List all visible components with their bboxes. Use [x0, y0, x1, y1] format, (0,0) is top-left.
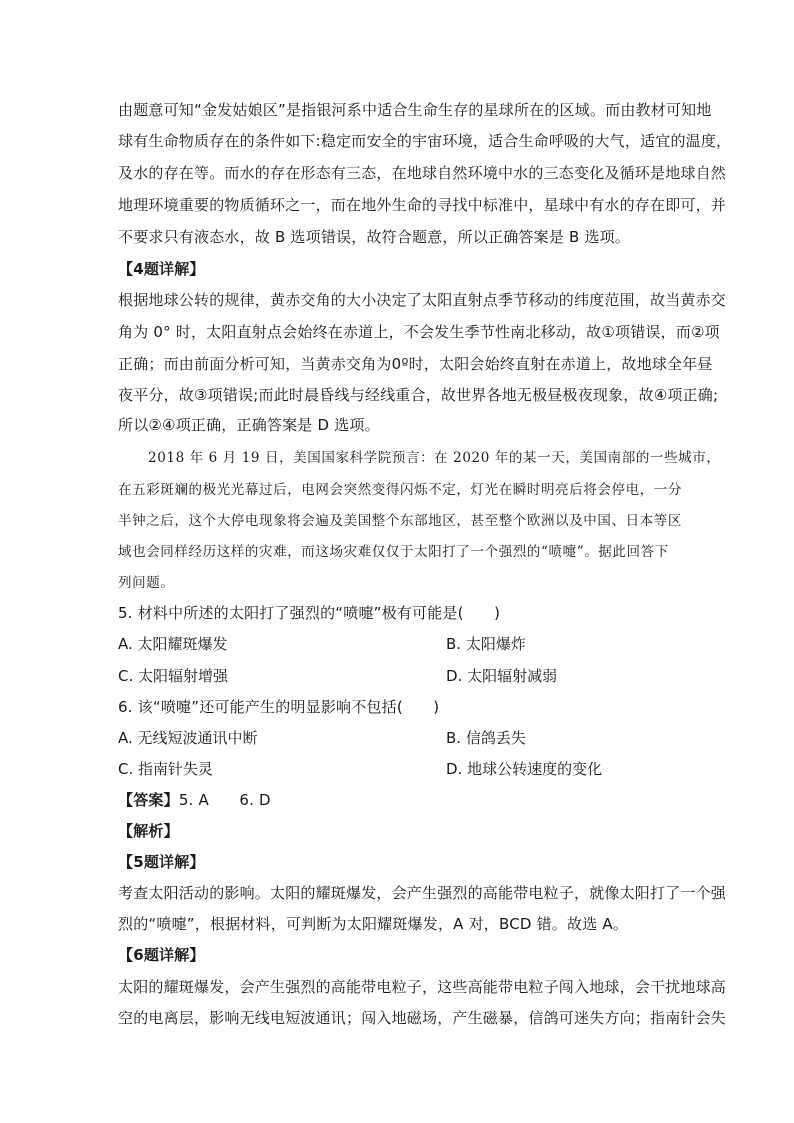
material-line-2: 在五彩斑斓的极光光幕过后，电网会突然变得闪烁不定，灯光在瞬时明亮后将会停电，一分 [118, 482, 682, 498]
para1-line-5: 不要求只有液态水，故 B 选项错误，故符合题意，所以正确答案是 B 选项。 [118, 228, 631, 246]
para1-line-1: 由题意可知“金发姑娘区”是指银河系中适合生命生存的星球所在的区域。而由教材可知地 [118, 101, 712, 119]
para2-line-3: 正确；而由前面分析可知，当黄赤交角为0º时，太阳会始终直射在赤道上，故地球全年昼 [118, 355, 713, 373]
para1-line-3: 及水的存在等。而水的存在形态有三态，在地球自然环境中水的三态变化及循环是地球自然 [118, 164, 727, 182]
q5-option-c: C. 太阳辐射增强 [118, 667, 229, 685]
q6-heading: 【6题详解】 [118, 946, 205, 964]
q6-option-a: A. 无线短波通讯中断 [118, 729, 258, 747]
para1-line-4: 地理环境重要的物质循环之一，而在地外生命的寻找中标准中，星球中有水的存在即可，并 [118, 196, 727, 214]
q5-option-a: A. 太阳耀斑爆发 [118, 635, 228, 653]
q5-option-d: D. 太阳辐射减弱 [446, 667, 558, 685]
q4-heading: 【4题详解】 [118, 260, 205, 278]
analysis-heading: 【解析】 [118, 822, 179, 840]
para2-line-2: 角为 0° 时，太阳直射点会始终在赤道上，不会发生季节性南北移动，故①项错误，而②项 [118, 323, 720, 341]
q6-option-c: C. 指南针失灵 [118, 760, 214, 778]
answer-text: 5. A 6. D [178, 791, 271, 809]
para4-line-1: 太阳的耀斑爆发，会产生强烈的高能带电粒子，这些高能带电粒子闯入地球，会干扰地球高 [118, 978, 727, 996]
para3-line-1: 考查太阳活动的影响。太阳的耀斑爆发，会产生强烈的高能带电粒子，就像太阳打了一个强 [118, 884, 727, 902]
q6-stem: 6. 该“喷嚏”还可能产生的明显影响不包括( ) [118, 698, 440, 716]
para4-line-2: 空的电离层，影响无线电短波通讯；闯入地磁场，产生磁暴，信鸽可迷失方向；指南针会失 [118, 1009, 727, 1027]
material-line-5: 列问题。 [118, 575, 175, 591]
q5-heading: 【5题详解】 [118, 853, 205, 871]
answer-label: 【答案】 [118, 791, 179, 809]
para3-line-2: 烈的“喷嚏”，根据材料，可判断为太阳耀斑爆发，A 对，BCD 错。故选 A。 [118, 915, 629, 933]
material-line-4: 域也会同样经历这样的灾难，而这场灾难仅仅于太阳打了一个强烈的“喷嚏”。据此回答下 [118, 544, 669, 560]
para1-line-2: 球有生命物质存在的条件如下:稳定而安全的宇宙环境，适合生命呼吸的大气，适宜的温度， [118, 132, 732, 150]
answer-line [118, 790, 678, 810]
q5-stem: 5. 材料中所述的太阳打了强烈的“喷嚏”极有可能是( ) [118, 604, 501, 622]
q5-option-b: B. 太阳爆炸 [446, 635, 526, 653]
q6-option-d: D. 地球公转速度的变化 [446, 760, 603, 778]
material-line-3: 半钟之后，这个大停电现象将会遍及美国整个东部地区，甚至整个欧洲以及中国、日本等区 [118, 513, 682, 529]
q6-option-b: B. 信鸽丢失 [446, 729, 526, 747]
para2-line-4: 夜平分，故③项错误;而此时晨昏线与经线重合，故世界各地无极昼极夜现象，故④项正确; [118, 386, 719, 404]
para2-line-5: 所以②④项正确，正确答案是 D 选项。 [118, 416, 380, 434]
material-line-1: 2018 年 6 月 19 日，美国国家科学院预言：在 2020 年的某一天，美国南部的一些城市， [148, 450, 721, 466]
para2-line-1: 根据地球公转的规律，黄赤交角的大小决定了太阳直射点季节移动的纬度范围，故当黄赤交 [118, 291, 727, 309]
